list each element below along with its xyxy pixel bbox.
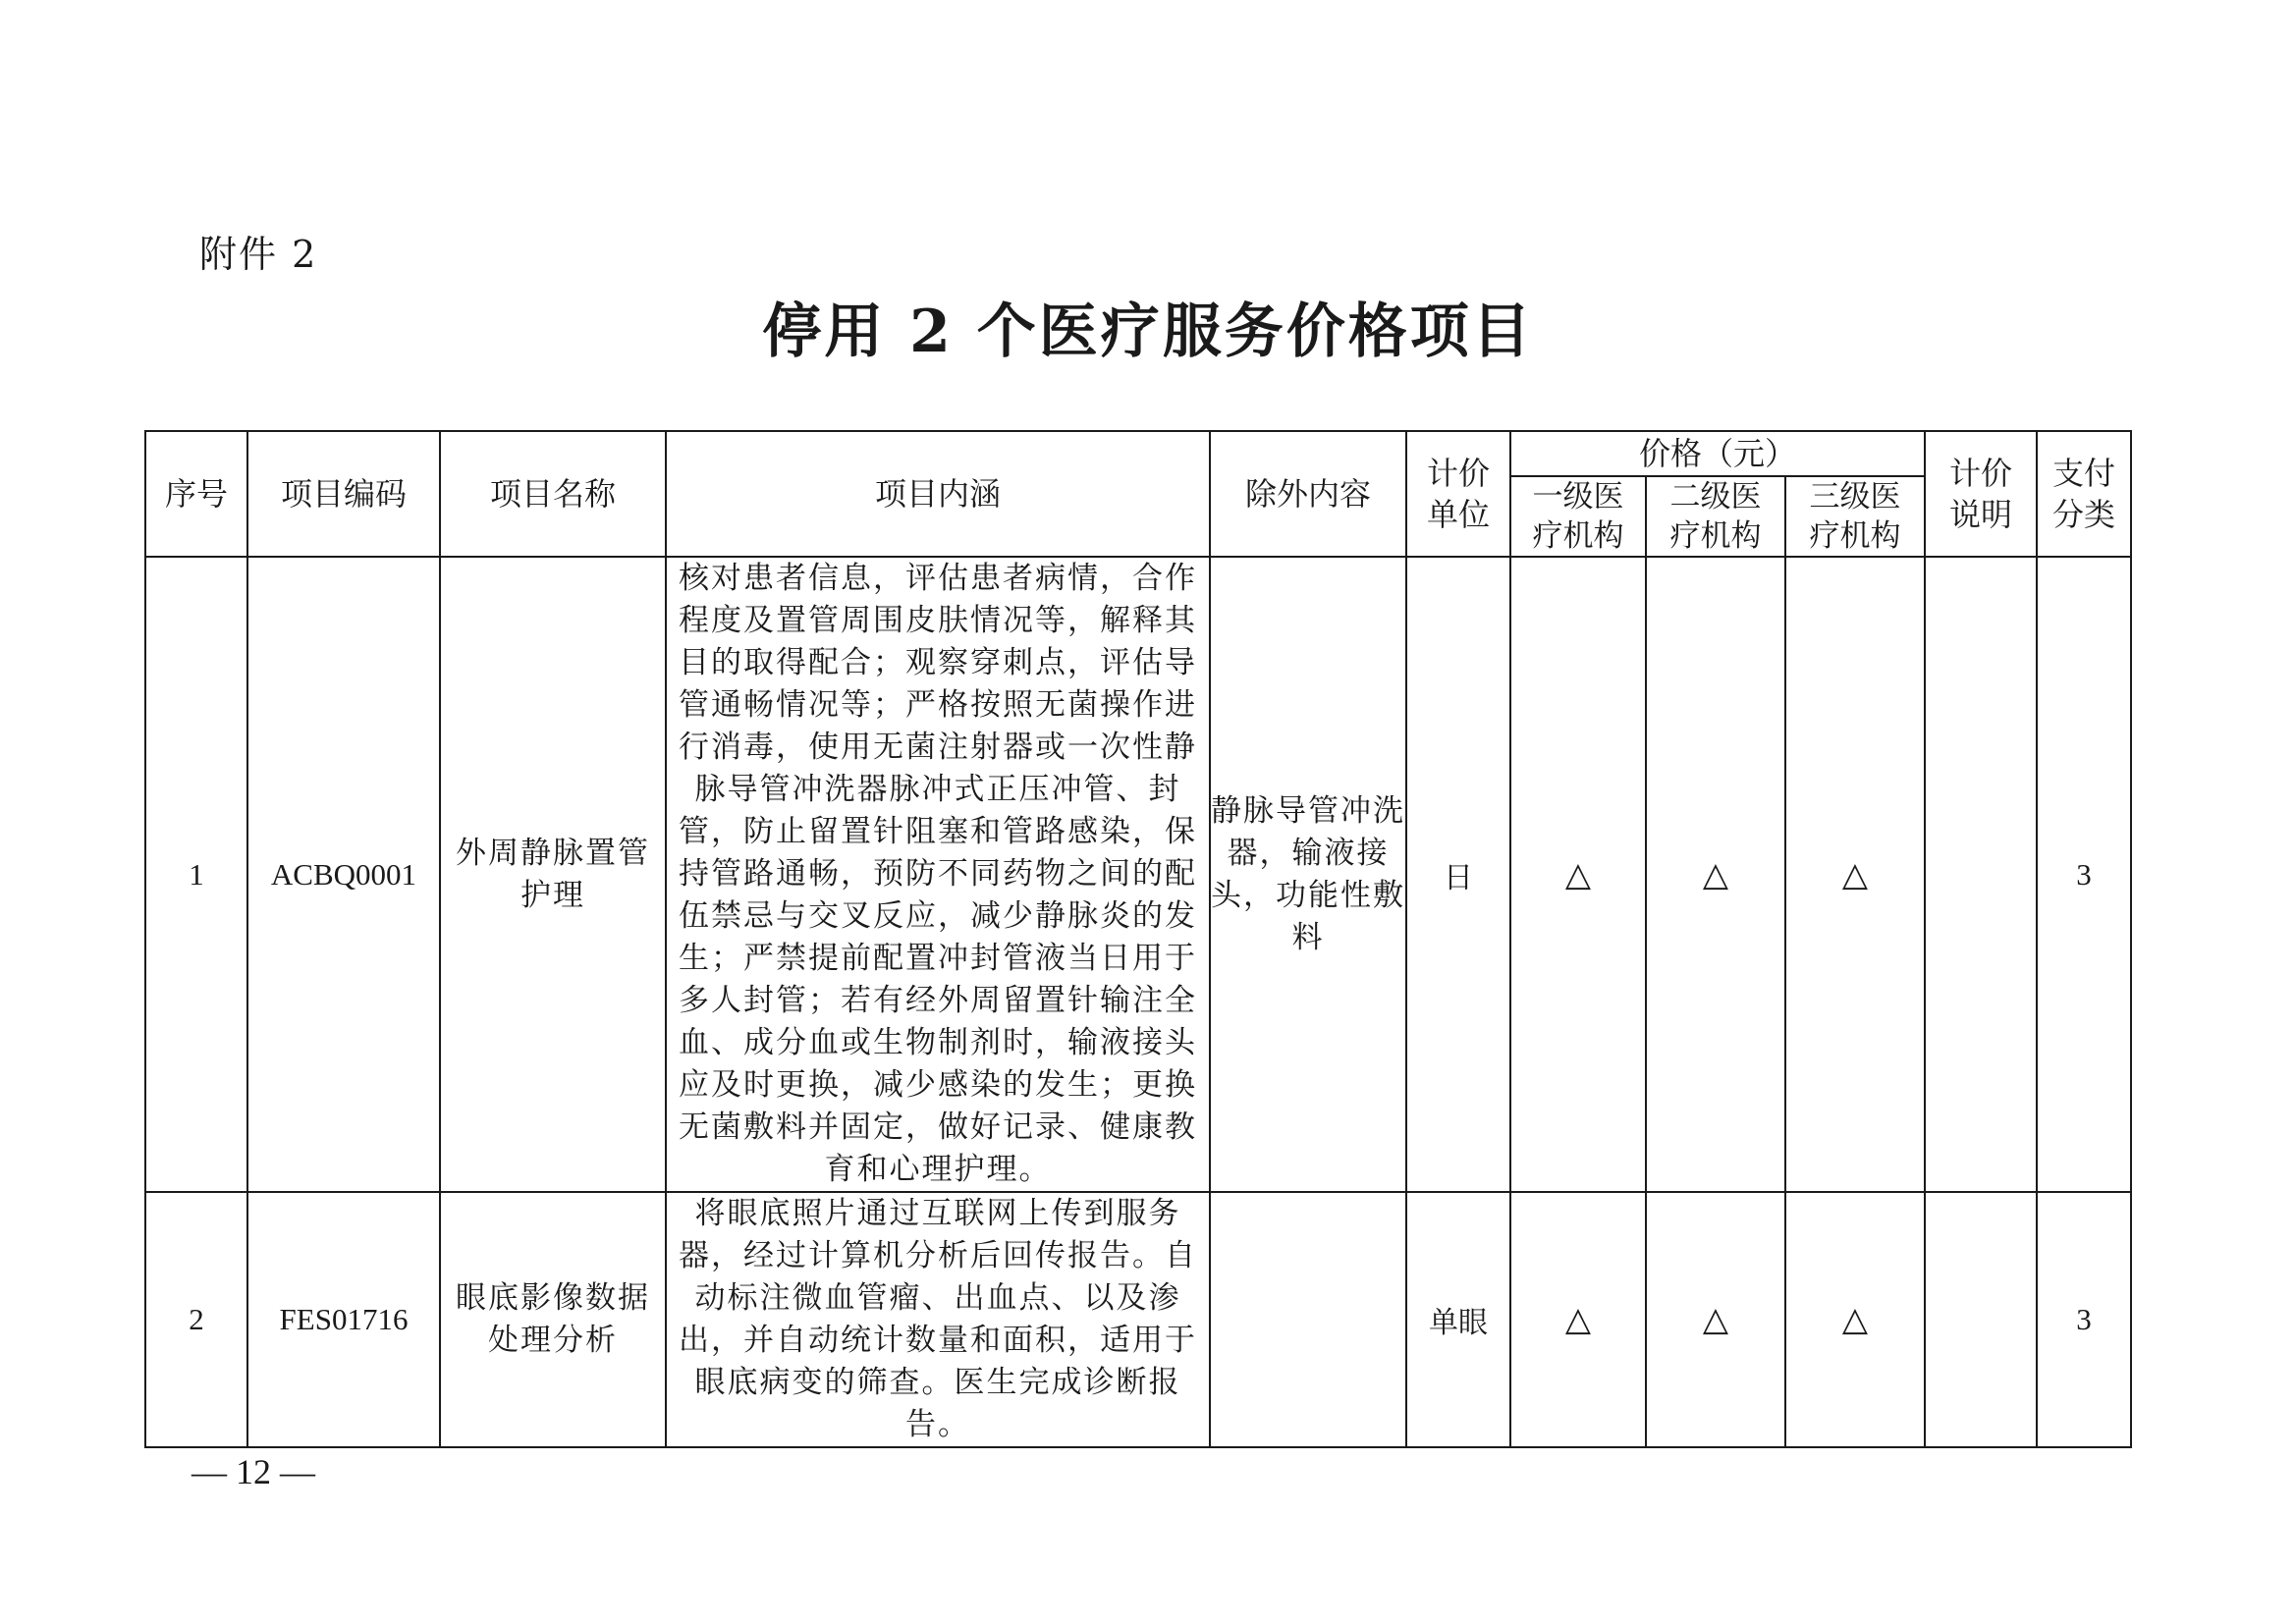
header-unit: 计价单位	[1406, 431, 1510, 557]
table-row	[145, 1192, 2131, 1447]
header-level3: 三级医疗机构	[1785, 476, 1925, 557]
header-level1: 一级医疗机构	[1510, 476, 1646, 557]
page-number: — 12 —	[191, 1452, 315, 1491]
cell-level1-price: △	[1510, 557, 1646, 1192]
attachment-label: 附件 2	[199, 233, 318, 276]
service-price-table	[144, 430, 2132, 1448]
cell-level3-price: △	[1785, 557, 1925, 1192]
cell-level3-price: △	[1785, 1192, 1925, 1447]
cell-level2-price: △	[1646, 557, 1785, 1192]
cell-name: 眼底影像数据处理分析	[440, 1192, 666, 1447]
cell-unit: 日	[1406, 557, 1510, 1192]
table-header-row	[145, 431, 2131, 476]
cell-name: 外周静脉置管护理	[440, 557, 666, 1192]
table-row	[145, 557, 2131, 1192]
cell-notes	[1925, 1192, 2037, 1447]
cell-payment: 3	[2037, 557, 2131, 1192]
header-payment: 支付分类	[2037, 431, 2131, 557]
cell-level1-price: △	[1510, 1192, 1646, 1447]
cell-exclusions	[1210, 1192, 1406, 1447]
header-notes: 计价说明	[1925, 431, 2037, 557]
cell-code: ACBQ0001	[247, 557, 440, 1192]
cell-code: FES01716	[247, 1192, 440, 1447]
page-title: 停用 2 个医疗服务价格项目	[762, 298, 1534, 366]
cell-exclusions: 静脉导管冲洗器，输液接头，功能性敷料	[1210, 557, 1406, 1192]
header-content: 项目内涵	[666, 431, 1210, 557]
header-code: 项目编码	[247, 431, 440, 557]
header-exclusions: 除外内容	[1210, 431, 1406, 557]
cell-notes	[1925, 557, 2037, 1192]
cell-content: 将眼底照片通过互联网上传到服务器，经过计算机分析后回传报告。自动标注微血管瘤、出血点、以及渗出，并自动统计数量和面积，适用于眼底病变的筛查。医生完成诊断报告。	[666, 1192, 1210, 1447]
cell-seq: 2	[145, 1192, 247, 1447]
cell-payment: 3	[2037, 1192, 2131, 1447]
cell-content: 核对患者信息，评估患者病情，合作程度及置管周围皮肤情况等，解释其目的取得配合；观察穿刺点，评估导管通畅情况等；严格按照无菌操作进行消毒，使用无菌注射器或一次性静脉导管冲洗器脉冲式正压冲管、封管，防止留置针阻塞和管路感染，保持管路通畅，预防不同药物之间的配伍禁忌与交叉反应，减少静脉炎的发生；严禁提前配置冲封管液当日用于多人封管；若有经外周留置针输注全血、成分血或生物制剂时，输液接头应及时更换，减少感染的发生；更换无菌敷料并固定，做好记录、健康教育和心理护理。	[666, 557, 1210, 1192]
header-level2: 二级医疗机构	[1646, 476, 1785, 557]
header-price-group: 价格（元）	[1510, 431, 1925, 476]
cell-seq: 1	[145, 557, 247, 1192]
header-name: 项目名称	[440, 431, 666, 557]
cell-level2-price: △	[1646, 1192, 1785, 1447]
header-seq: 序号	[145, 431, 247, 557]
cell-unit: 单眼	[1406, 1192, 1510, 1447]
